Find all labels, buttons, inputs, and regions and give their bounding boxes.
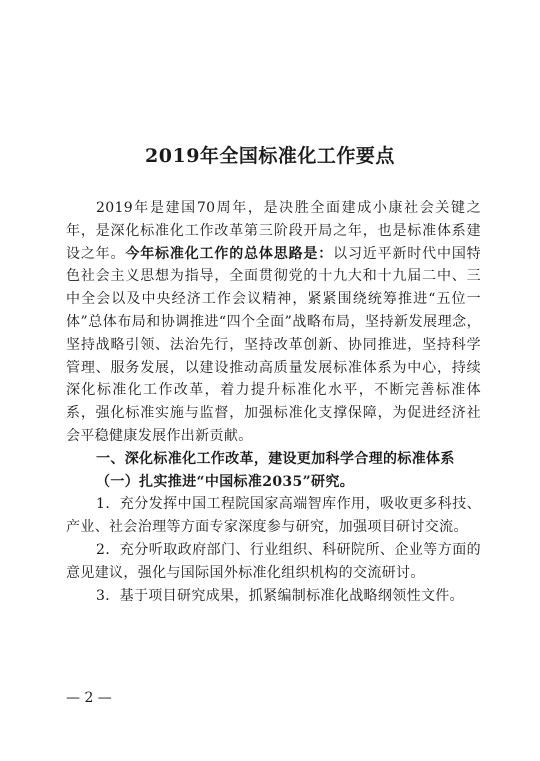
intro-rest-text: 以习近平新时代中国特色社会主义思想为指导，全面贯彻党的十九大和十九届二中、三中全会以及中央经济工作会议精神，紧紧围绕统筹推进“五位一体”总体布局和协调推进“四个全面”战略布局，坚持新发展理念，坚持战略引领、法治先行，坚持改革创新、协同推进，坚持科学管理、服务发展，以建设推动高质量发展标准体系为中心，持续深化标准化工作改革，着力提升标准化水平，不断完善标准体系，强化标准实施与监督，加强标准化支撑保障，为促进经济社会平稳健康发展作出新贡献。	[66, 245, 482, 444]
document-title: 2019年全国标准化工作要点	[145, 145, 395, 167]
list-item: 2．充分听取政府部门、行业组织、科研院所、企业等方面的意见建议，强化与国际国外标准化组织机构的交流研讨。	[66, 541, 481, 581]
list-item: 1．充分发挥中国工程院国家高端智库作用，吸收更多科技、产业、社会治理等方面专家深度参与研究，加强项目研讨交流。	[66, 496, 481, 536]
list-item: 3．基于项目研究成果，抓紧编制标准化战略纲领性文件。	[96, 587, 465, 604]
intro-bold-text: 今年标准化工作的总体思路是：	[125, 245, 334, 262]
document-body	[66, 197, 481, 607]
page-number: — 2 —	[66, 690, 112, 706]
intro-paragraph	[66, 197, 481, 448]
section-heading: 一、深化标准化工作改革，建设更加科学合理的标准体系	[96, 450, 455, 467]
subsection-heading: （一）扎实推进“中国标准2035”研究。	[96, 473, 355, 490]
intro-lead-text: 2019年是建国70周年，是决胜全面建成小康社会关键之年，是深化标准化工作改革第三阶段开局之年，也是标准体系建设之年。	[66, 200, 481, 262]
